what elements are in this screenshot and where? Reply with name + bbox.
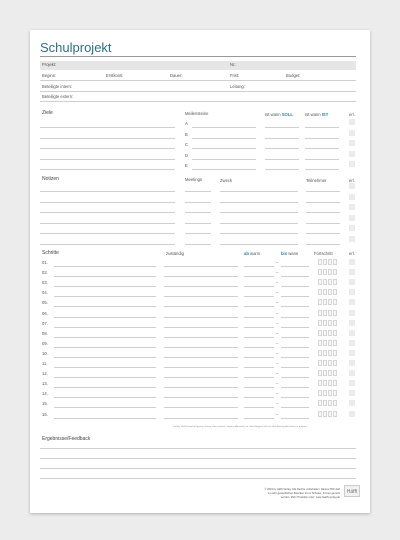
zweck-line: [220, 244, 298, 245]
progress-tick: [333, 370, 337, 376]
meetings-line: [185, 202, 211, 203]
step-check: [349, 400, 355, 406]
progress-tick: [333, 279, 337, 285]
milestone-d: D: [185, 153, 189, 158]
meetings-line: [185, 191, 211, 192]
ziele-line: [40, 148, 175, 149]
footer-line: © 2019 by Häfft-Verlag. Alle Rechte vorbehalten. Dieses PDF darf: [264, 488, 340, 491]
ab-wann-label: ab wann: [244, 251, 261, 256]
bis-line: [281, 397, 309, 398]
bis-line: [281, 357, 309, 358]
erstkonti-label: Erstkonti:: [106, 73, 124, 78]
zustandig-label: zuständig: [166, 251, 184, 256]
progress-tick: [318, 279, 322, 285]
footer-text: [264, 488, 340, 500]
step-number: 01.: [42, 260, 48, 265]
progress-tick: [328, 340, 332, 346]
notizen-line: [40, 223, 175, 224]
meetings-line: [185, 212, 211, 213]
milestone-line: [192, 169, 256, 170]
project-bar: [40, 61, 356, 70]
beginn-label: Beginn:: [42, 73, 57, 78]
step-check: [349, 360, 355, 366]
milestone-line: [192, 148, 256, 149]
progress-tick: [328, 390, 332, 396]
zweck-label: Zweck: [220, 178, 233, 183]
teilnehmer-line: [306, 244, 340, 245]
bis-line: [281, 266, 309, 267]
progress-tick: [323, 400, 327, 406]
step-dash: –: [276, 381, 279, 387]
milestone-e: E: [185, 163, 188, 168]
zustandig-line: [164, 397, 238, 398]
meetings-line: [185, 223, 211, 224]
progress-tick: [328, 380, 332, 386]
beteiligte-intern-label: Beteiligte intern:: [42, 84, 73, 89]
progress-tick: [323, 330, 327, 336]
ergebnisse-line: [40, 458, 356, 459]
ab-line: [244, 337, 274, 338]
header-rule: [40, 91, 356, 92]
frist-label: Frist:: [230, 73, 240, 78]
step-number: 15.: [42, 401, 48, 407]
zustandig-line: [164, 266, 238, 267]
schritte-label: Schritte: [42, 250, 59, 256]
header-rule: [40, 101, 356, 102]
ziele-line: [40, 127, 175, 128]
progress-tick: [328, 350, 332, 356]
meeting-check: [349, 194, 355, 200]
fortschritt-label: Fortschritt: [314, 251, 333, 256]
ziele-check: [349, 119, 355, 125]
progress-tick: [318, 340, 322, 346]
ab-line: [244, 418, 274, 419]
step-number: 11.: [42, 361, 48, 366]
progress-tick: [333, 259, 337, 265]
soll-line: [265, 127, 299, 128]
progress-tick: [328, 330, 332, 336]
step-number: 04.: [42, 290, 48, 296]
progress-tick: [328, 269, 332, 275]
bis-line: [281, 367, 309, 368]
milestone-c: C: [185, 142, 189, 147]
zweck-line: [220, 202, 298, 203]
progress-tick: [323, 310, 327, 316]
step-dash: –: [276, 340, 279, 346]
step-line: [54, 286, 156, 287]
progress-tick: [318, 411, 322, 417]
ab-line: [244, 377, 274, 378]
bis-line: [281, 377, 309, 378]
milestone-line: [192, 127, 256, 128]
bis-line: [281, 387, 309, 388]
soll-line: [265, 148, 299, 149]
step-number: 12.: [42, 371, 48, 377]
step-number: 16.: [42, 411, 48, 417]
progress-tick: [333, 310, 337, 316]
step-dash: –: [276, 371, 279, 377]
teilnehmer-line: [306, 191, 340, 192]
meetings-line: [185, 233, 211, 234]
ab-line: [244, 286, 274, 287]
step-dash: –: [276, 391, 279, 397]
progress-tick: [333, 411, 337, 417]
step-number: 14.: [42, 391, 48, 397]
schritte-erl-label: erl.: [349, 251, 355, 256]
zustandig-line: [164, 276, 238, 277]
bis-line: [281, 327, 309, 328]
notizen-line: [40, 212, 175, 213]
progress-tick: [328, 400, 332, 406]
progress-tick: [328, 259, 332, 265]
zustandig-line: [164, 296, 238, 297]
progress-tick: [318, 400, 322, 406]
ziele-erl-label: erl.: [349, 112, 355, 117]
ab-line: [244, 327, 274, 328]
progress-tick: [333, 340, 337, 346]
step-number: 08.: [42, 330, 48, 336]
ab-line: [244, 276, 274, 277]
progress-tick: [333, 390, 337, 396]
bis-line: [281, 306, 309, 307]
ziele-check: [349, 130, 355, 136]
step-number: 13.: [42, 381, 48, 387]
progress-tick: [318, 320, 322, 326]
step-check: [349, 259, 355, 265]
progress-tick: [318, 360, 322, 366]
ab-line: [244, 367, 274, 368]
progress-tick: [328, 279, 332, 285]
step-line: [54, 266, 156, 267]
zustandig-line: [164, 367, 238, 368]
ab-line: [244, 317, 274, 318]
notizen-label: Notizen: [42, 176, 59, 182]
nr-label: Nr.:: [230, 62, 237, 67]
milestone-b: B: [185, 132, 188, 137]
zustandig-line: [164, 377, 238, 378]
step-dash: –: [276, 310, 279, 316]
ab-line: [244, 357, 274, 358]
meetings-label: Meetings: [185, 177, 202, 182]
step-line: [54, 296, 156, 297]
step-check: [349, 269, 355, 275]
progress-tick: [318, 269, 322, 275]
zweck-line: [220, 191, 298, 192]
zustandig-line: [164, 306, 238, 307]
step-line: [54, 387, 156, 388]
footer-line: werden. Mehr Produkte unter: www.haefft-verlag.de: [280, 496, 340, 499]
progress-tick: [333, 269, 337, 275]
bis-line: [281, 337, 309, 338]
step-line: [54, 397, 156, 398]
step-line: [54, 407, 156, 408]
step-dash: –: [276, 300, 279, 306]
meetings-line: [185, 244, 211, 245]
zustandig-line: [164, 286, 238, 287]
step-dash: –: [276, 290, 279, 296]
step-number: 05.: [42, 300, 48, 306]
meeting-check: [349, 225, 355, 231]
progress-tick: [323, 360, 327, 366]
progress-tick: [333, 380, 337, 386]
ist-header: Ist wann IST: [305, 112, 329, 117]
ist-line: [305, 159, 339, 160]
zustandig-line: [164, 357, 238, 358]
soll-line: [265, 138, 299, 139]
bis-line: [281, 276, 309, 277]
progress-tick: [333, 320, 337, 326]
step-dash: –: [276, 401, 279, 407]
step-check: [349, 340, 355, 346]
bis-line: [281, 286, 309, 287]
bis-line: [281, 418, 309, 419]
step-check: [349, 390, 355, 396]
progress-tick: [333, 330, 337, 336]
step-number: 06.: [42, 310, 48, 316]
meeting-check: [349, 183, 355, 189]
ab-line: [244, 296, 274, 297]
meilensteine-label: Meilensteine: [185, 111, 209, 116]
step-dash: –: [276, 270, 279, 276]
step-line: [54, 317, 156, 318]
progress-tick: [328, 360, 332, 366]
ab-line: [244, 306, 274, 307]
ziele-line: [40, 138, 175, 139]
progress-tick: [323, 380, 327, 386]
teilnehmer-line: [306, 223, 340, 224]
ist-line: [305, 138, 339, 139]
progress-tick: [318, 330, 322, 336]
step-line: [54, 276, 156, 277]
step-line: [54, 327, 156, 328]
ergebnisse-line: [40, 478, 356, 479]
schritte-note: Verfolg: Wohl Fortschritt gering; schrag: ohne weiteren, sogene (Auswahl); erl. Bitte Rhygnen; Wissen Welt Beitrag (Anschluss) in progress: [173, 426, 308, 428]
step-dash: –: [276, 361, 279, 366]
step-line: [54, 357, 156, 358]
progress-tick: [328, 310, 332, 316]
step-check: [349, 380, 355, 386]
ab-line: [244, 397, 274, 398]
ergebnisse-line: [40, 448, 356, 449]
progress-tick: [328, 370, 332, 376]
step-dash: –: [276, 260, 279, 265]
footer-line: zu nicht-gewerblichen Zwecken frei in Schulen, Firmen genutzt: [267, 492, 340, 495]
ziele-check: [349, 151, 355, 157]
step-check: [349, 299, 355, 305]
bis-wann-label: bis wann: [281, 251, 299, 256]
page-title: Schulprojekt: [40, 40, 112, 55]
progress-tick: [333, 400, 337, 406]
zustandig-line: [164, 347, 238, 348]
ab-line: [244, 347, 274, 348]
step-line: [54, 347, 156, 348]
notizen-line: [40, 244, 175, 245]
ziele-check: [349, 161, 355, 167]
progress-tick: [328, 411, 332, 417]
bis-line: [281, 407, 309, 408]
projekt-label: Projekt:: [42, 62, 57, 67]
step-number: 03.: [42, 280, 48, 286]
progress-tick: [318, 259, 322, 265]
budget-label: Budget:: [286, 73, 301, 78]
progress-tick: [323, 411, 327, 417]
step-dash: –: [276, 320, 279, 326]
progress-tick: [323, 350, 327, 356]
bis-line: [281, 347, 309, 348]
zustandig-line: [164, 387, 238, 388]
leitung-label: Leitung:: [230, 84, 245, 89]
progress-tick: [328, 299, 332, 305]
progress-tick: [323, 289, 327, 295]
milestone-a: A: [185, 121, 188, 126]
zweck-line: [220, 212, 298, 213]
progress-tick: [323, 340, 327, 346]
header-rule: [40, 80, 356, 81]
progress-tick: [333, 289, 337, 295]
progress-tick: [323, 279, 327, 285]
progress-tick: [323, 320, 327, 326]
ist-line: [305, 127, 339, 128]
step-dash: –: [276, 280, 279, 286]
soll-header: Ist wann SOLL: [265, 112, 293, 117]
step-check: [349, 350, 355, 356]
progress-tick: [318, 370, 322, 376]
step-check: [349, 370, 355, 376]
step-number: 09.: [42, 340, 48, 346]
step-check: [349, 411, 355, 417]
progress-tick: [333, 299, 337, 305]
progress-tick: [318, 289, 322, 295]
ist-line: [305, 169, 339, 170]
ab-line: [244, 387, 274, 388]
milestone-line: [192, 159, 256, 160]
step-line: [54, 377, 156, 378]
bis-line: [281, 296, 309, 297]
meeting-check: [349, 204, 355, 210]
step-number: 02.: [42, 270, 48, 276]
ziele-line: [40, 169, 175, 170]
progress-tick: [318, 299, 322, 305]
zustandig-line: [164, 317, 238, 318]
step-line: [54, 337, 156, 338]
soll-line: [265, 159, 299, 160]
progress-tick: [318, 380, 322, 386]
notizen-line: [40, 191, 175, 192]
notizen-erl-label: erl.: [349, 178, 355, 183]
notizen-line: [40, 233, 175, 234]
zustandig-line: [164, 327, 238, 328]
ziele-label: Ziele: [42, 110, 53, 116]
meeting-check: [349, 215, 355, 221]
step-check: [349, 310, 355, 316]
ergebnisse-line: [40, 468, 356, 469]
step-check: [349, 279, 355, 285]
step-dash: –: [276, 411, 279, 417]
step-line: [54, 367, 156, 368]
ab-line: [244, 266, 274, 267]
progress-tick: [323, 269, 327, 275]
title-rule: [40, 56, 356, 57]
progress-tick: [333, 350, 337, 356]
worksheet: [30, 30, 370, 513]
ab-line: [244, 407, 274, 408]
ist-line: [305, 148, 339, 149]
progress-tick: [328, 320, 332, 326]
milestone-line: [192, 138, 256, 139]
progress-tick: [333, 360, 337, 366]
ziele-line: [40, 159, 175, 160]
progress-tick: [323, 390, 327, 396]
step-dash: –: [276, 350, 279, 356]
beteiligte-extern-label: Beteiligte extern:: [42, 94, 74, 99]
zweck-line: [220, 223, 298, 224]
dauer-label: Dauer:: [170, 73, 183, 78]
teilnehmer-line: [306, 233, 340, 234]
soll-line: [265, 169, 299, 170]
step-check: [349, 289, 355, 295]
teilnehmer-label: Teilnehmer: [306, 178, 327, 183]
step-dash: –: [276, 330, 279, 336]
step-line: [54, 306, 156, 307]
bis-line: [281, 317, 309, 318]
meeting-check: [349, 236, 355, 242]
step-check: [349, 320, 355, 326]
zustandig-line: [164, 407, 238, 408]
ziele-check: [349, 140, 355, 146]
zustandig-line: [164, 337, 238, 338]
progress-tick: [328, 289, 332, 295]
progress-tick: [323, 299, 327, 305]
step-line: [54, 418, 156, 419]
teilnehmer-line: [306, 212, 340, 213]
zustandig-line: [164, 418, 238, 419]
notizen-line: [40, 202, 175, 203]
ergebnisse-label: Ergebnisse/Feedback: [42, 436, 91, 442]
progress-tick: [323, 370, 327, 376]
progress-tick: [318, 390, 322, 396]
step-number: 10.: [42, 350, 48, 356]
progress-tick: [323, 259, 327, 265]
publisher-logo: Häfft: [344, 485, 360, 497]
teilnehmer-line: [306, 202, 340, 203]
progress-tick: [318, 310, 322, 316]
progress-tick: [318, 350, 322, 356]
zweck-line: [220, 233, 298, 234]
step-check: [349, 330, 355, 336]
step-number: 07.: [42, 320, 48, 326]
